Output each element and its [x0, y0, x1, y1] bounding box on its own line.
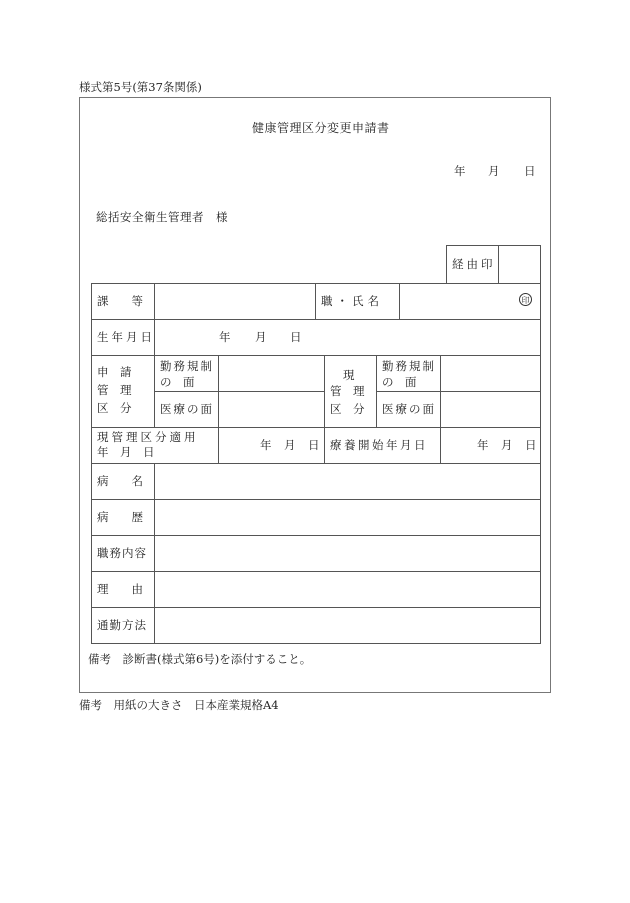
current-apply-year: 年	[260, 438, 272, 452]
commute-method-label: 通勤方法	[97, 618, 147, 632]
current-apply-day: 日	[308, 438, 320, 452]
department-field[interactable]	[155, 284, 315, 319]
col-divider	[376, 355, 377, 427]
current-class-label-1: 現	[343, 368, 355, 382]
table-right	[540, 283, 541, 644]
current-work-label-1: 勤務規制	[382, 359, 436, 373]
current-work-field[interactable]	[441, 356, 540, 391]
job-description-field[interactable]	[155, 536, 540, 571]
addressee: 総括安全衛生管理者 様	[96, 210, 228, 224]
position-name-label: 職・氏名	[321, 294, 383, 308]
department-label: 課 等	[97, 294, 143, 308]
col-divider	[324, 355, 325, 463]
disease-name-label: 病 名	[97, 474, 143, 488]
form-reference: 様式第5号(第37条関係)	[79, 80, 202, 94]
current-apply-label-1: 現管理区分適用	[97, 430, 199, 444]
header-date-day: 日	[524, 164, 536, 178]
table-left	[91, 283, 92, 644]
stamp-box-field[interactable]	[499, 246, 540, 283]
birthdate-year: 年	[219, 330, 231, 344]
outer-note: 備考 用紙の大きさ 日本産業規格A4	[79, 698, 279, 712]
treatment-start-label: 療養開始年月日	[330, 438, 428, 452]
current-class-label-3: 区 分	[330, 402, 365, 416]
disease-name-field[interactable]	[155, 464, 540, 499]
row-divider	[91, 427, 541, 428]
treatment-start-month: 月	[501, 438, 513, 452]
form-title: 健康管理区分変更申請書	[252, 121, 390, 135]
inner-note: 備考 診断書(様式第6号)を添付すること。	[88, 652, 312, 666]
applied-class-label-3: 区 分	[97, 401, 132, 415]
header-date-year: 年	[454, 164, 466, 178]
col-divider	[315, 283, 316, 319]
current-work-label-2: の 面	[382, 375, 417, 389]
stamp-box-right	[540, 245, 541, 283]
treatment-start-year: 年	[477, 438, 489, 452]
job-description-label: 職務内容	[97, 546, 147, 560]
medical-history-field[interactable]	[155, 500, 540, 535]
reason-field[interactable]	[155, 572, 540, 607]
applied-work-label-1: 勤務規制	[160, 359, 214, 373]
current-apply-label-2: 年 月 日	[97, 445, 155, 459]
applied-medical-label: 医療の面	[160, 402, 214, 416]
reason-label: 理 由	[97, 582, 143, 596]
applied-class-label-2: 管 理	[97, 383, 132, 397]
current-medical-label: 医療の面	[382, 402, 436, 416]
header-date-month: 月	[488, 164, 500, 178]
applied-work-field[interactable]	[219, 356, 324, 391]
current-class-label-2: 管 理	[330, 384, 365, 398]
applied-class-label-1: 申 請	[97, 365, 132, 379]
stamp-box-label: 経由印	[452, 257, 496, 271]
treatment-start-day: 日	[525, 438, 537, 452]
current-apply-month: 月	[284, 438, 296, 452]
row-divider	[91, 319, 541, 320]
medical-history-label: 病 歴	[97, 510, 143, 524]
birthdate-day: 日	[290, 330, 302, 344]
commute-method-field[interactable]	[155, 608, 540, 643]
stamp-box-left	[446, 245, 447, 283]
birthdate-label: 生年月日	[97, 330, 155, 344]
birthdate-month: 月	[255, 330, 267, 344]
current-medical-field[interactable]	[441, 392, 540, 427]
seal-icon: 印	[519, 293, 532, 306]
applied-medical-field[interactable]	[219, 392, 324, 427]
table-bottom	[91, 643, 541, 644]
applied-work-label-2: の 面	[160, 375, 195, 389]
